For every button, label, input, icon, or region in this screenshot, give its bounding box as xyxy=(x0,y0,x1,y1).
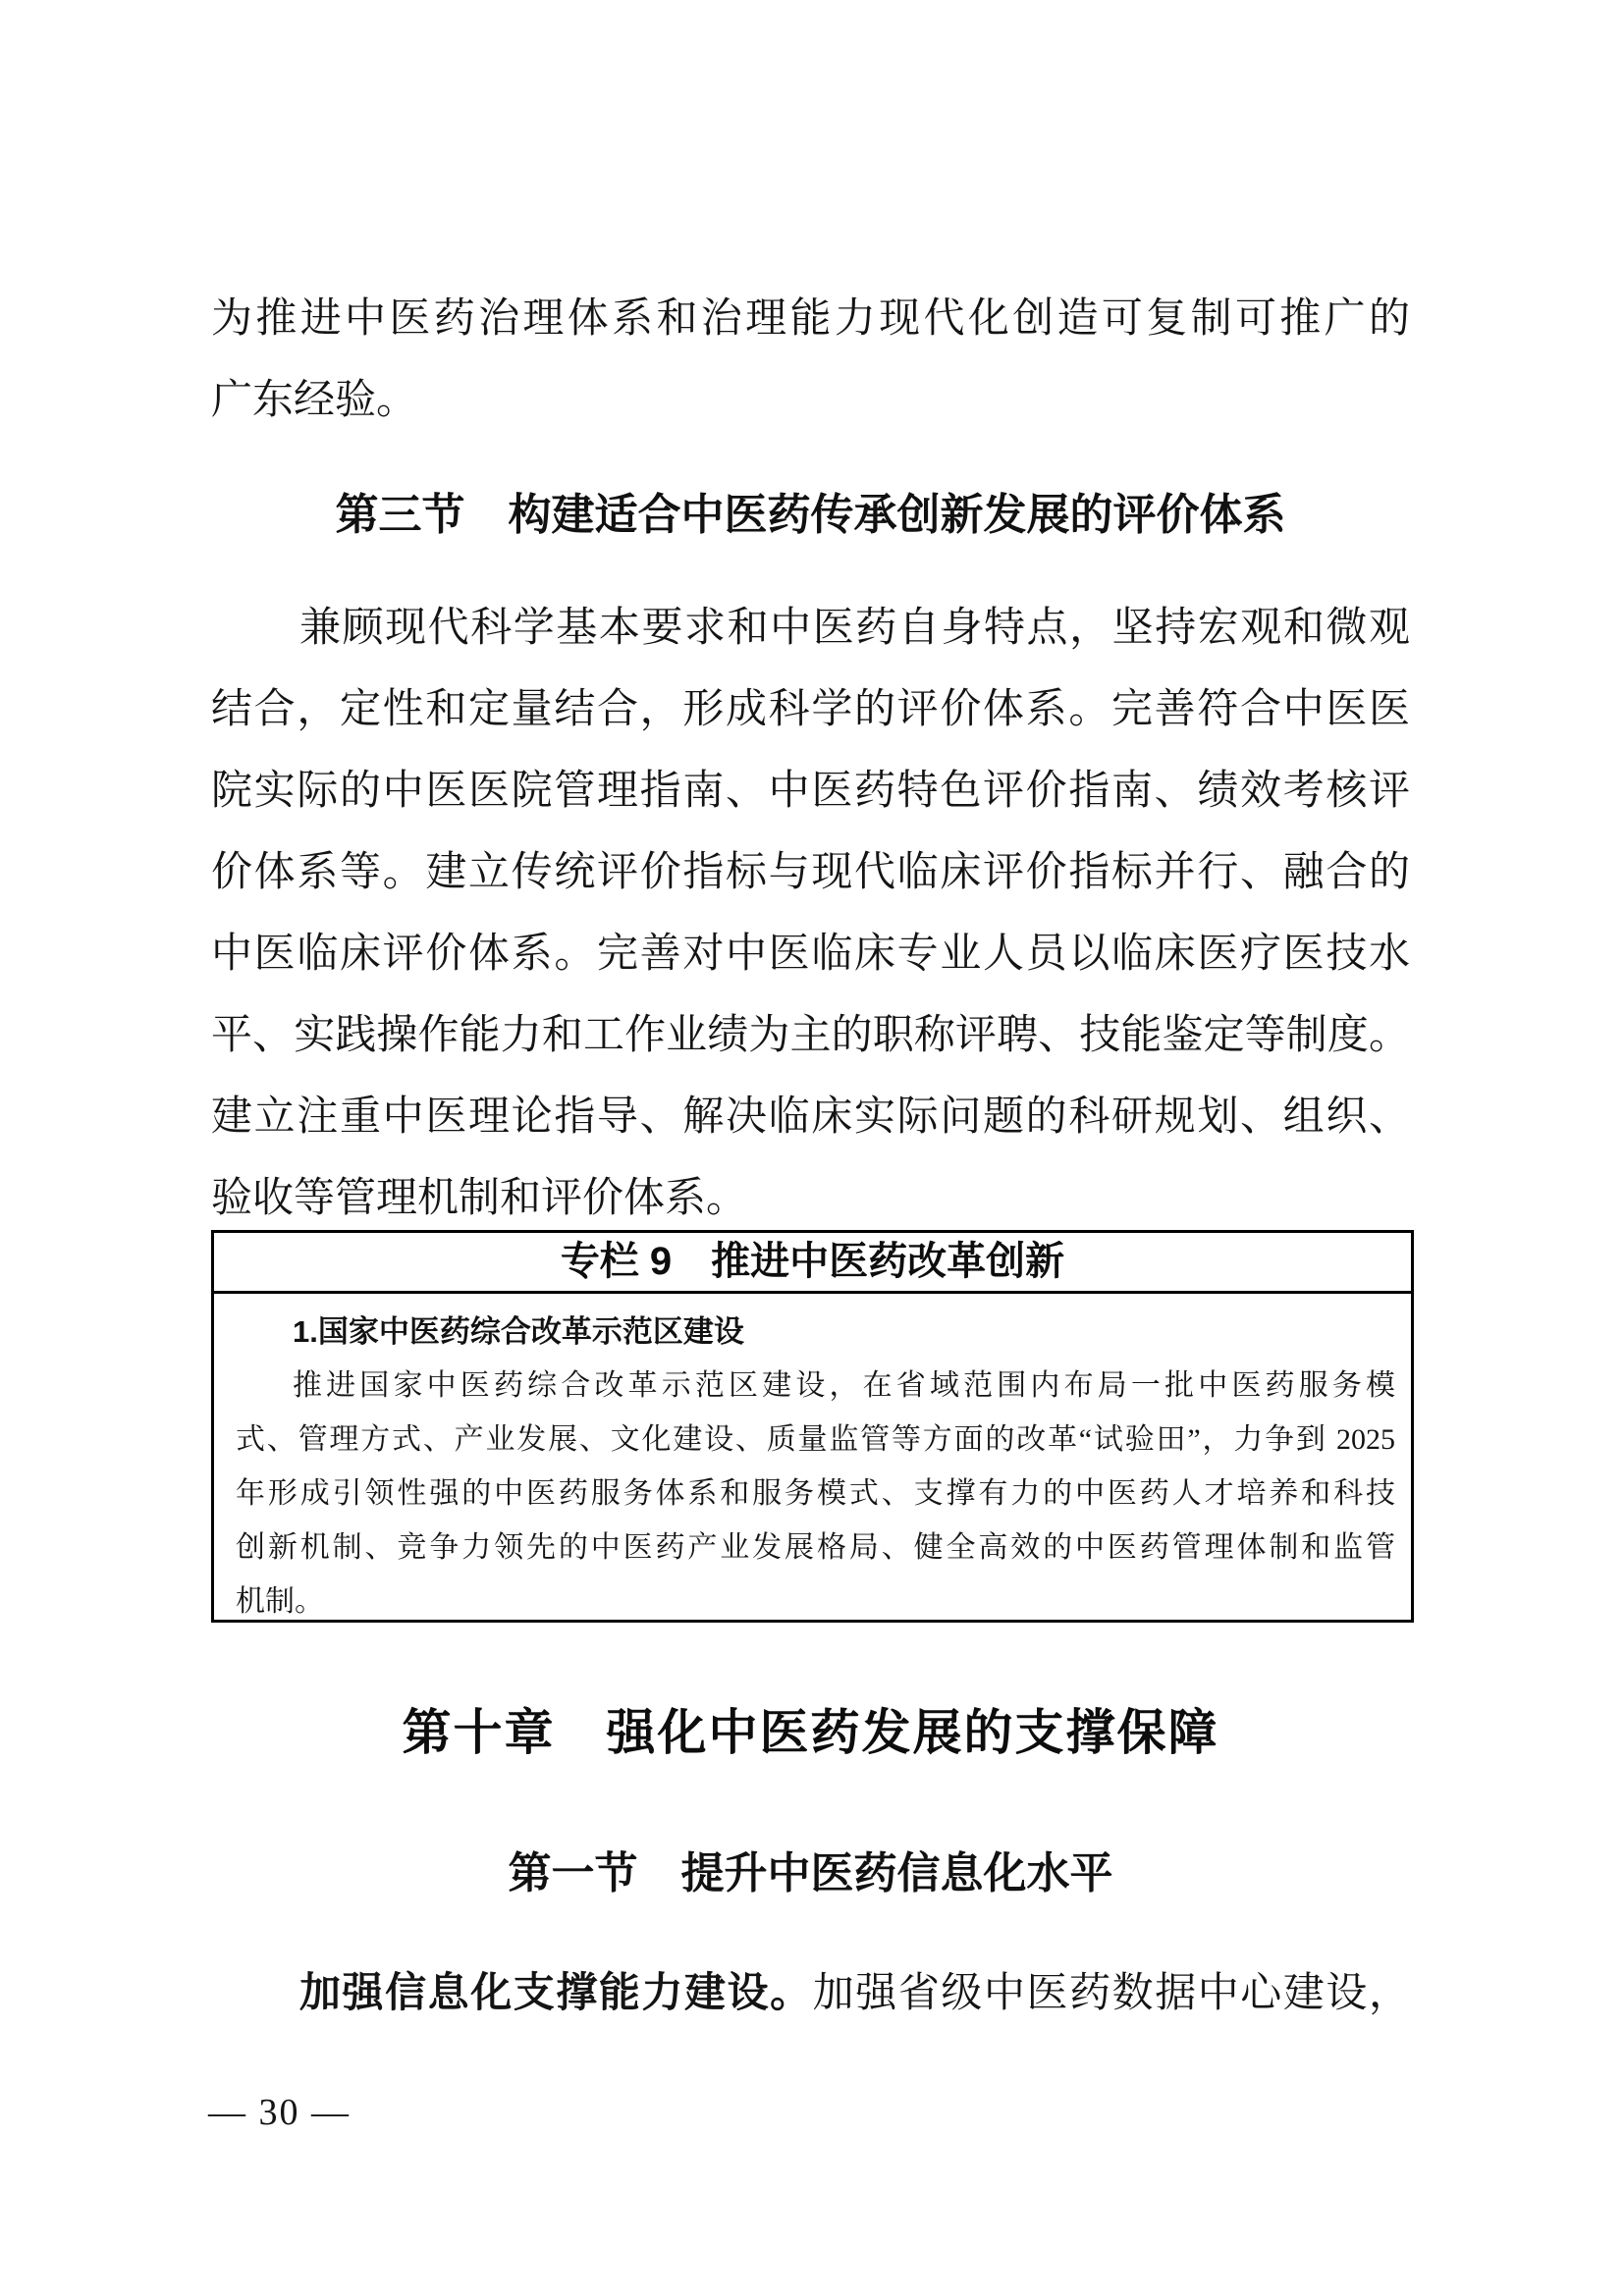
box-line: 推进国家中医药综合改革示范区建设，在省域范围内布局一批中医药服务模 xyxy=(293,1369,1395,1402)
body-line: 为推进中医药治理体系和治理能力现代化创造可复制可推广的 xyxy=(211,296,1410,342)
box-body xyxy=(214,1294,1411,1623)
box-line: 式、管理方式、产业发展、文化建设、质量监管等方面的改革“试验田”，力争到 2025 xyxy=(236,1423,1395,1456)
body-line: 结合，定性和定量结合，形成科学的评价体系。完善符合中医医 xyxy=(211,687,1410,732)
paragraph-informatization xyxy=(211,1951,1410,2035)
page-number: — 30 — xyxy=(208,2092,351,2133)
body-line: 院实际的中医医院管理指南、中医药特色评价指南、绩效考核评 xyxy=(211,769,1410,814)
box-item-heading: 1.国家中医药综合改革示范区建设 xyxy=(293,1314,744,1349)
paragraph-lead-bold: 加强信息化支撑能力建设。 xyxy=(299,1969,813,2015)
column-box-9 xyxy=(211,1230,1414,1623)
body-line xyxy=(211,1951,1410,2035)
body-line: 建立注重中医理论指导、解决临床实际问题的科研规划、组织、 xyxy=(211,1095,1410,1140)
paragraph-section3 xyxy=(211,588,1410,1240)
body-line: 兼顾现代科学基本要求和中医药自身特点，坚持宏观和微观 xyxy=(299,606,1410,651)
body-line: 价体系等。建立传统评价指标与现代临床评价指标并行、融合的 xyxy=(211,850,1410,895)
paragraph-rest: 加强省级中医药数据中心建设， xyxy=(812,1971,1410,2016)
body-line: 平、实践操作能力和工作业绩为主的职称评聘、技能鉴定等制度。 xyxy=(211,1013,1410,1058)
body-line: 中医临床评价体系。完善对中医临床专业人员以临床医疗医技水 xyxy=(211,932,1410,977)
paragraph-intro xyxy=(211,279,1410,442)
box-line: 机制。 xyxy=(236,1585,324,1618)
body-line: 验收等管理机制和评价体系。 xyxy=(211,1176,748,1221)
box-line: 年形成引领性强的中医药服务体系和服务模式、支撑有力的中医药人才培养和科技 xyxy=(236,1477,1395,1510)
body-line: 广东经验。 xyxy=(211,378,418,423)
chapter-heading-10: 第十章 强化中医药发展的支撑保障 xyxy=(402,1705,1219,1760)
section-heading-1: 第一节 提升中医药信息化水平 xyxy=(508,1849,1113,1897)
box-line: 创新机制、竞争力领先的中医药产业发展格局、健全高效的中医药管理体制和监管 xyxy=(236,1531,1395,1564)
box-title: 专栏 9 推进中医药改革创新 xyxy=(214,1233,1411,1294)
section-heading-3: 第三节 构建适合中医药传承创新发展的评价体系 xyxy=(335,491,1286,539)
